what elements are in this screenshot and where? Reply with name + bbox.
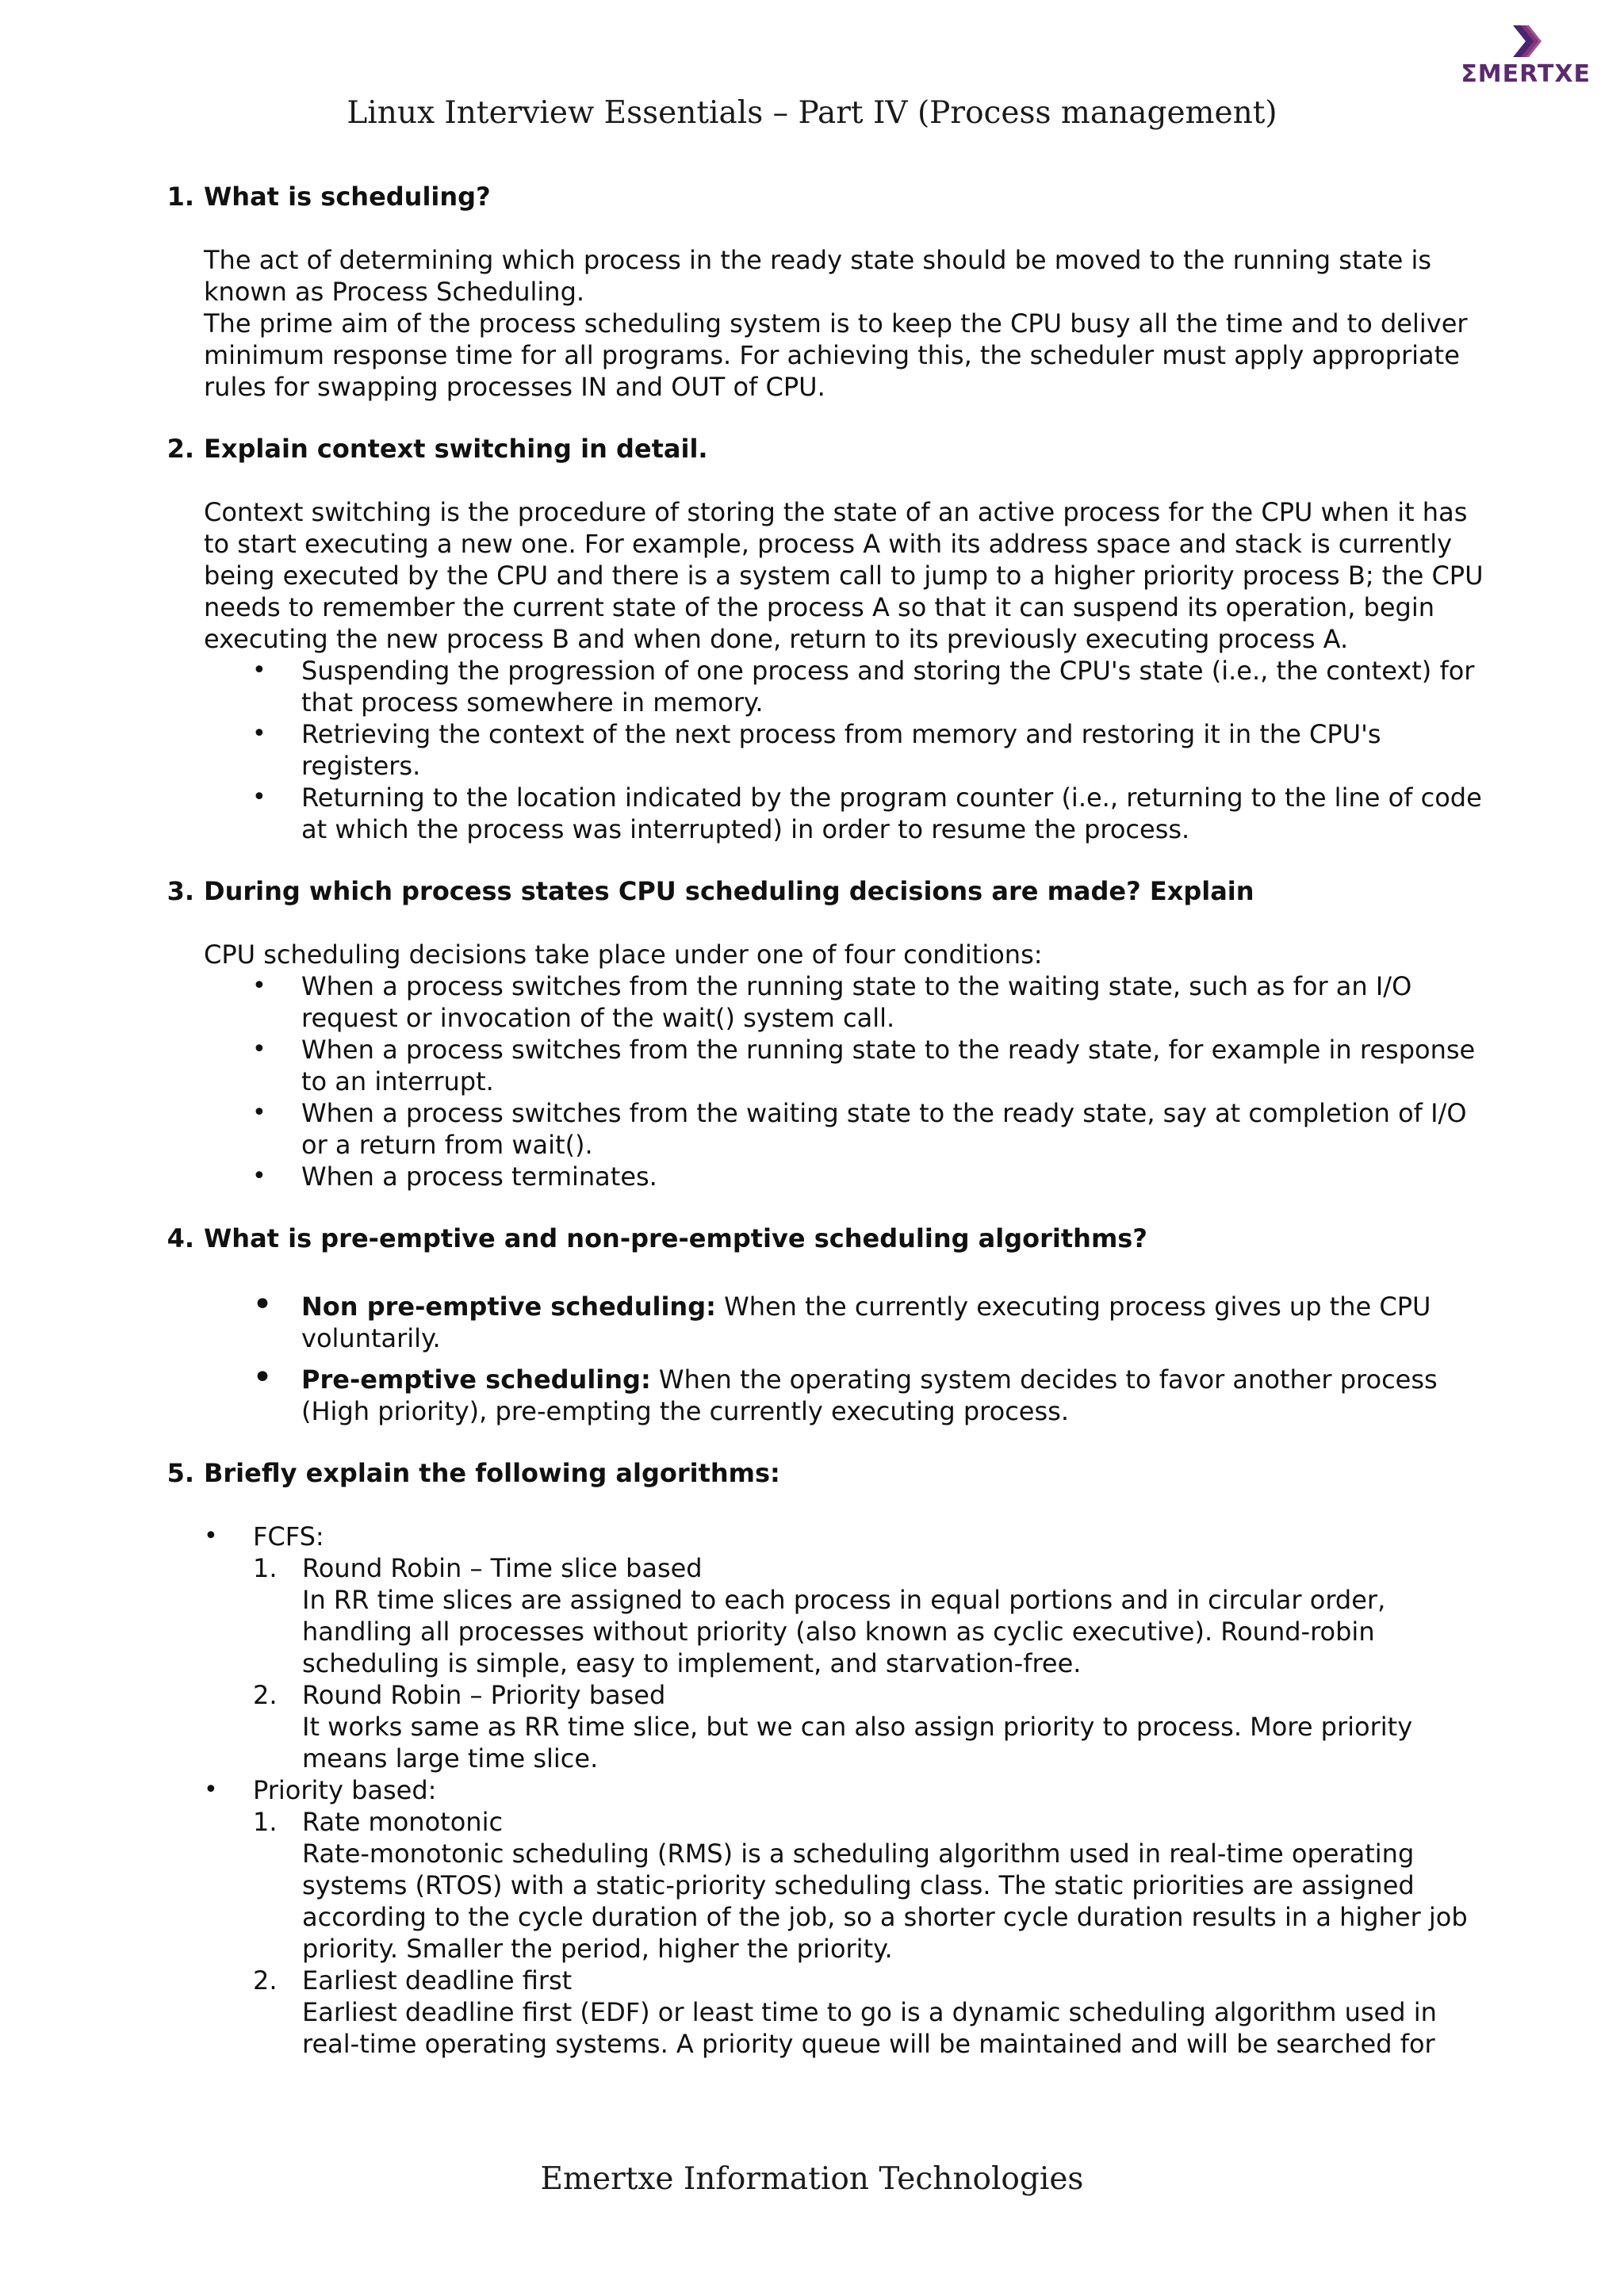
bullet-list xyxy=(204,655,1488,845)
bullet-item: • Suspending the progression of one process and storing the CPU's state (i.e., the context) for that process somewhere in memory. xyxy=(301,655,1488,718)
chevron-logo-icon xyxy=(1511,24,1546,60)
definition-list xyxy=(204,1291,1488,1427)
bullet-item: • When a process terminates. xyxy=(301,1161,1488,1192)
definition-text: When the currently executing process gives up the CPU voluntarily. xyxy=(301,1292,1431,1353)
question-number: 2. xyxy=(167,434,194,464)
group-label: • Priority based: xyxy=(253,1775,437,1805)
bullet-item: • Returning to the location indicated by the program counter (i.e., returning to the line of code at which the process was interrupted) in order to resume the process. xyxy=(301,782,1488,845)
question-title: What is pre-emptive and non-pre-emptive scheduling algorithms? xyxy=(204,1223,1147,1253)
question-1 xyxy=(167,181,1488,403)
group-label: • FCFS: xyxy=(253,1521,324,1552)
logo-text: ΣMERTXE xyxy=(1461,60,1591,88)
answer-paragraph: The prime aim of the process scheduling system is to keep the CPU busy all the time and to deliver minimum response time for all programs. For achieving this, the scheduler must apply appropriate rules for swapping processes IN and OUT of CPU. xyxy=(204,308,1468,402)
question-5 xyxy=(167,1457,1488,2060)
definition-item xyxy=(301,1291,1488,1354)
item-number: 2. xyxy=(253,1965,278,1996)
document-content xyxy=(167,181,1488,2090)
bullet-list xyxy=(204,970,1488,1192)
algorithm-list xyxy=(253,1552,1488,1774)
algorithm-name: Round Robin – Priority based xyxy=(302,1680,666,1710)
answer-paragraph: The act of determining which process in the ready state should be moved to the running state is known as Process Scheduling. xyxy=(204,245,1432,307)
bullet-item: • When a process switches from the running state to the waiting state, such as for an I/O request or invocation of the wait() system call. xyxy=(301,970,1488,1034)
question-4 xyxy=(167,1223,1488,1427)
definition-term: Pre-emptive scheduling: xyxy=(301,1364,651,1395)
question-title: What is scheduling? xyxy=(204,182,491,212)
question-title: During which process states CPU scheduling decisions are made? Explain xyxy=(204,876,1254,906)
question-title: Briefly explain the following algorithms: xyxy=(204,1458,780,1488)
definition-item xyxy=(301,1364,1488,1427)
definition-text: When the operating system decides to favor another process (High priority), pre-empting the currently executing process. xyxy=(301,1364,1438,1426)
algorithm-list xyxy=(253,1806,1488,2060)
answer-paragraph: Context switching is the procedure of storing the state of an active process for the CPU when it has to start executing a new one. For example, process A with its address space and stack is currently being executed by the CPU and there is a system call to jump to a higher priority process B; the CPU needs to remember the current state of the process A so that it can suspend its operation, begin executing the new process B and when done, return to its previously executing process A. xyxy=(204,497,1484,654)
question-title: Explain context switching in detail. xyxy=(204,434,708,464)
item-number: 1. xyxy=(253,1807,278,1837)
algorithm-name: Round Robin – Time slice based xyxy=(302,1553,703,1583)
question-number: 3. xyxy=(167,876,194,906)
bullet-item: • Retrieving the context of the next process from memory and restoring it in the CPU's registers. xyxy=(301,718,1488,782)
algorithm-name: Rate monotonic xyxy=(302,1807,504,1837)
algorithm-groups xyxy=(204,1521,1488,2060)
question-2 xyxy=(167,433,1488,845)
algorithm-description: Earliest deadline first (EDF) or least time to go is a dynamic scheduling algorithm used in real-time operating systems. A priority queue will be maintained and will be searched for xyxy=(302,1997,1437,2059)
algorithm-name: Earliest deadline first xyxy=(302,1965,573,1996)
emertxe-logo xyxy=(1456,24,1591,89)
algorithm-description: Rate-monotonic scheduling (RMS) is a scheduling algorithm used in real-time operating systems (RTOS) with a static-priority scheduling class. The static priorities are assigned according to the cycle duration of the job, so a shorter cycle duration results in a higher job priority. Smaller the period, higher the priority. xyxy=(302,1839,1468,1964)
question-number: 1. xyxy=(167,182,194,212)
algorithm-item xyxy=(253,1679,1488,1774)
definition-term: Non pre-emptive scheduling: xyxy=(301,1292,716,1322)
algorithm-description: It works same as RR time slice, but we can also assign priority to process. More priority means large time slice. xyxy=(302,1712,1413,1774)
algorithm-group xyxy=(253,1774,1488,2060)
algorithm-description: In RR time slices are assigned to each process in equal portions and in circular order, handling all processes without priority (also known as cyclic executive). Round-robin scheduling is simple, easy to implement, and starvation-free. xyxy=(302,1585,1386,1678)
page-footer: Emertxe Information Technologies xyxy=(540,2161,1084,2197)
algorithm-item xyxy=(253,1965,1488,2060)
question-number: 5. xyxy=(167,1458,194,1488)
item-number: 2. xyxy=(253,1680,278,1710)
page-header-title: Linux Interview Essentials – Part IV (Process management) xyxy=(347,95,1277,131)
question-3 xyxy=(167,875,1488,1192)
question-number: 4. xyxy=(167,1223,194,1253)
item-number: 1. xyxy=(253,1553,278,1583)
algorithm-item xyxy=(253,1552,1488,1679)
bullet-item: • When a process switches from the waiting state to the ready state, say at completion of I/O or a return from wait(). xyxy=(301,1097,1488,1161)
bullet-item: • When a process switches from the running state to the ready state, for example in response to an interrupt. xyxy=(301,1034,1488,1097)
answer-paragraph: CPU scheduling decisions take place under one of four conditions: xyxy=(204,939,1043,970)
algorithm-item xyxy=(253,1806,1488,1965)
algorithm-group xyxy=(253,1521,1488,1774)
